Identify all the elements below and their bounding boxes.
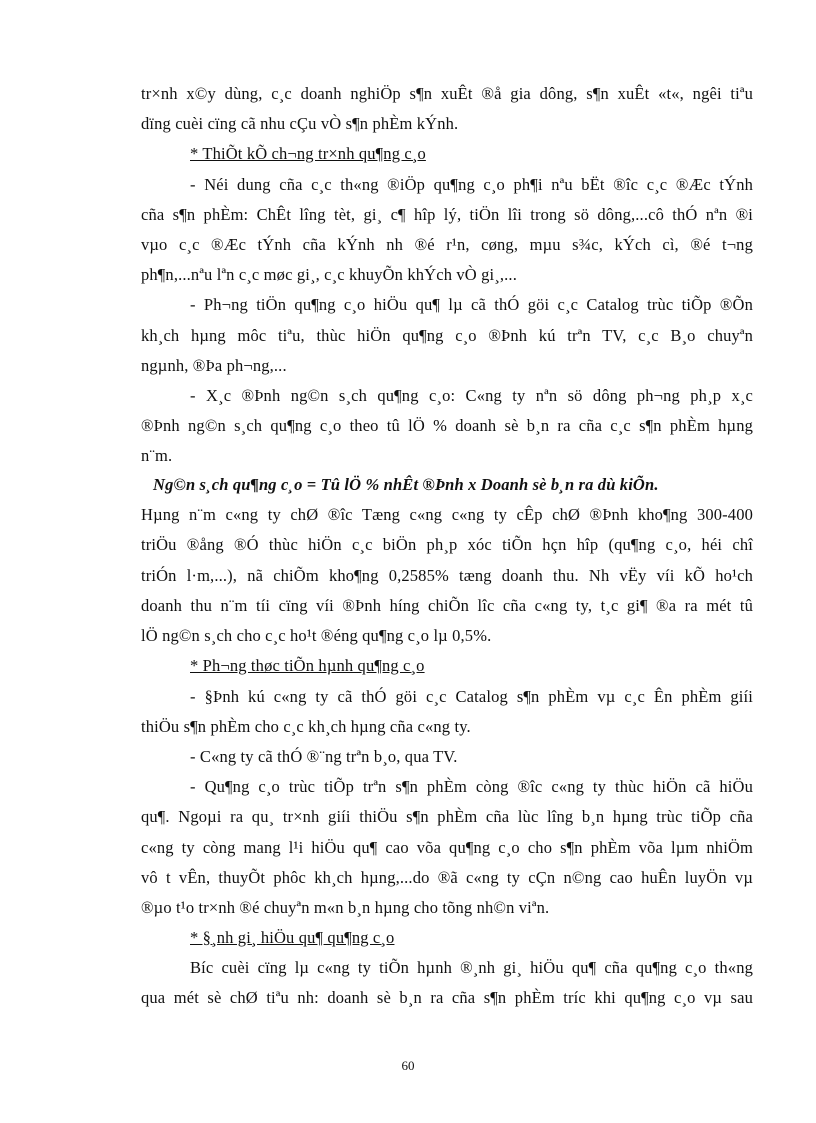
section-heading-advertising-method: * Ph¬ng thøc tiÕn hµnh qu¶ng c¸o xyxy=(190,656,425,675)
page-number: 60 xyxy=(401,1058,415,1073)
section-heading-evaluation: * §¸nh gi¸ hiÖu qu¶ qu¶ng c¸o xyxy=(190,928,395,947)
paragraph-line: ngµnh, ®Þa ph¬ng,... xyxy=(141,356,287,375)
paragraph-line: c«ng ty còng mang l¹i hiÖu qu¶ cao võa qu¶ng c¸o cho s¶n phÈm võa lµm nhiÖm xyxy=(141,838,753,857)
paragraph-line: thiÖu s¶n phÈm cho c¸c kh¸ch hµng cña c«ng ty. xyxy=(141,717,471,736)
paragraph-line: - Qu¶ng c¸o trùc tiÕp trªn s¶n phÈm còng ®îc c«ng ty thùc hiÖn cã hiÖu xyxy=(190,777,753,796)
paragraph-line: - Néi dung cña c¸c th«ng ®iÖp qu¶ng c¸o ph¶i nªu bËt ®îc c¸c ®Æc tÝnh xyxy=(190,175,753,194)
paragraph-line: qu¶. Ngoµi ra qu¸ tr×nh giíi thiÖu s¶n phÈm cña lùc lîng b¸n hµng trùc tiÕp cña xyxy=(141,807,753,826)
paragraph-line: n¨m. xyxy=(141,446,173,465)
paragraph-line: triÓn l·m,...), nã chiÕm kho¶ng 0,2585% tæng doanh thu. Nh vËy víi kÕ ho¹ch xyxy=(141,566,753,585)
paragraph-line: - X¸c ®Þnh ng©n s¸ch qu¶ng c¸o: C«ng ty nªn sö dông ph¬ng ph¸p x¸c xyxy=(190,386,753,405)
paragraph-line: triÖu ®ång ®Ó thùc hiÖn c¸c biÖn ph¸p xóc tiÕn hçn hîp (qu¶ng c¸o, héi chî xyxy=(141,535,753,554)
paragraph-line: ®µo t¹o tr×nh ®é chuyªn m«n b¸n hµng cho tõng nh©n viªn. xyxy=(141,898,550,917)
paragraph-line: - Ph¬ng tiÖn qu¶ng c¸o hiÖu qu¶ lµ cã thÓ göi c¸c Catalog trùc tiÕp ®Õn xyxy=(190,295,753,314)
paragraph-line: tr×nh x©y dùng, c¸c doanh nghiÖp s¶n xuÊt ®å gia dông, s¶n xuÊt «t«, ngêi tiªu xyxy=(141,84,753,103)
paragraph-line: ph¶n,...nªu lªn c¸c møc gi¸, c¸c khuyÕn khÝch vÒ gi¸,... xyxy=(141,265,517,284)
paragraph-line: - §Þnh kú c«ng ty cã thÓ göi c¸c Catalog s¶n phÈm vµ c¸c Ên phÈm giíi xyxy=(190,687,753,706)
paragraph-line: Hµng n¨m c«ng ty chØ ®îc Tæng c«ng c«ng ty cÊp chØ ®Þnh kho¶ng 300-400 xyxy=(141,505,753,524)
paragraph-line: doanh thu n¨m tíi cïng víi ®Þnh híng chiÕn lîc cña c«ng ty, t¸c gi¶ ®a ra mét tû xyxy=(141,596,753,615)
paragraph-line: - C«ng ty cã thÓ ®¨ng trªn b¸o, qua TV. xyxy=(190,747,458,766)
section-heading-design-program: * ThiÕt kÕ ch¬ng tr×nh qu¶ng c¸o xyxy=(190,144,426,163)
paragraph-line: dïng cuèi cïng cã nhu cÇu vÒ s¶n phÈm kÝnh. xyxy=(141,114,459,133)
paragraph-line: kh¸ch hµng môc tiªu, thùc hiÖn qu¶ng c¸o ®Þnh kú trªn TV, c¸c B¸o chuyªn xyxy=(141,326,753,345)
paragraph-line: vµo c¸c ®Æc tÝnh cña kÝnh nh ®é r¹n, cøng, mµu s¾c, kÝch cì, ®é t¬ng xyxy=(141,235,753,254)
paragraph-line: Bíc cuèi cïng lµ c«ng ty tiÕn hµnh ®¸nh gi¸ hiÖu qu¶ cña qu¶ng c¸o th«ng xyxy=(190,958,753,977)
budget-formula: Ng©n s¸ch qu¶ng c¸o = Tû lÖ % nhÊt ®Þnh x Doanh sè b¸n ra dù kiÕn. xyxy=(153,475,659,494)
paragraph-line: ®Þnh ng©n s¸ch qu¶ng c¸o theo tû lÖ % doanh sè b¸n ra cña c¸c s¶n phÈm hµng xyxy=(141,416,753,435)
paragraph-line: vô t vÊn, thuyÕt phôc kh¸ch hµng,...do ®ã c«ng ty cÇn n©ng cao huÊn luyÖn vµ xyxy=(141,868,753,887)
paragraph-line: qua mét sè chØ tiªu nh: doanh sè b¸n ra cña s¶n phÈm tríc khi qu¶ng c¸o vµ sau xyxy=(141,988,753,1007)
paragraph-line: lÖ ng©n s¸ch cho c¸c ho¹t ®éng qu¶ng c¸o lµ 0,5%. xyxy=(141,626,492,645)
paragraph-line: cña s¶n phÈm: ChÊt lîng tèt, gi¸ c¶ hîp lý, tiÖn lîi trong sö dông,...cô thÓ nªn ®i xyxy=(141,205,753,224)
